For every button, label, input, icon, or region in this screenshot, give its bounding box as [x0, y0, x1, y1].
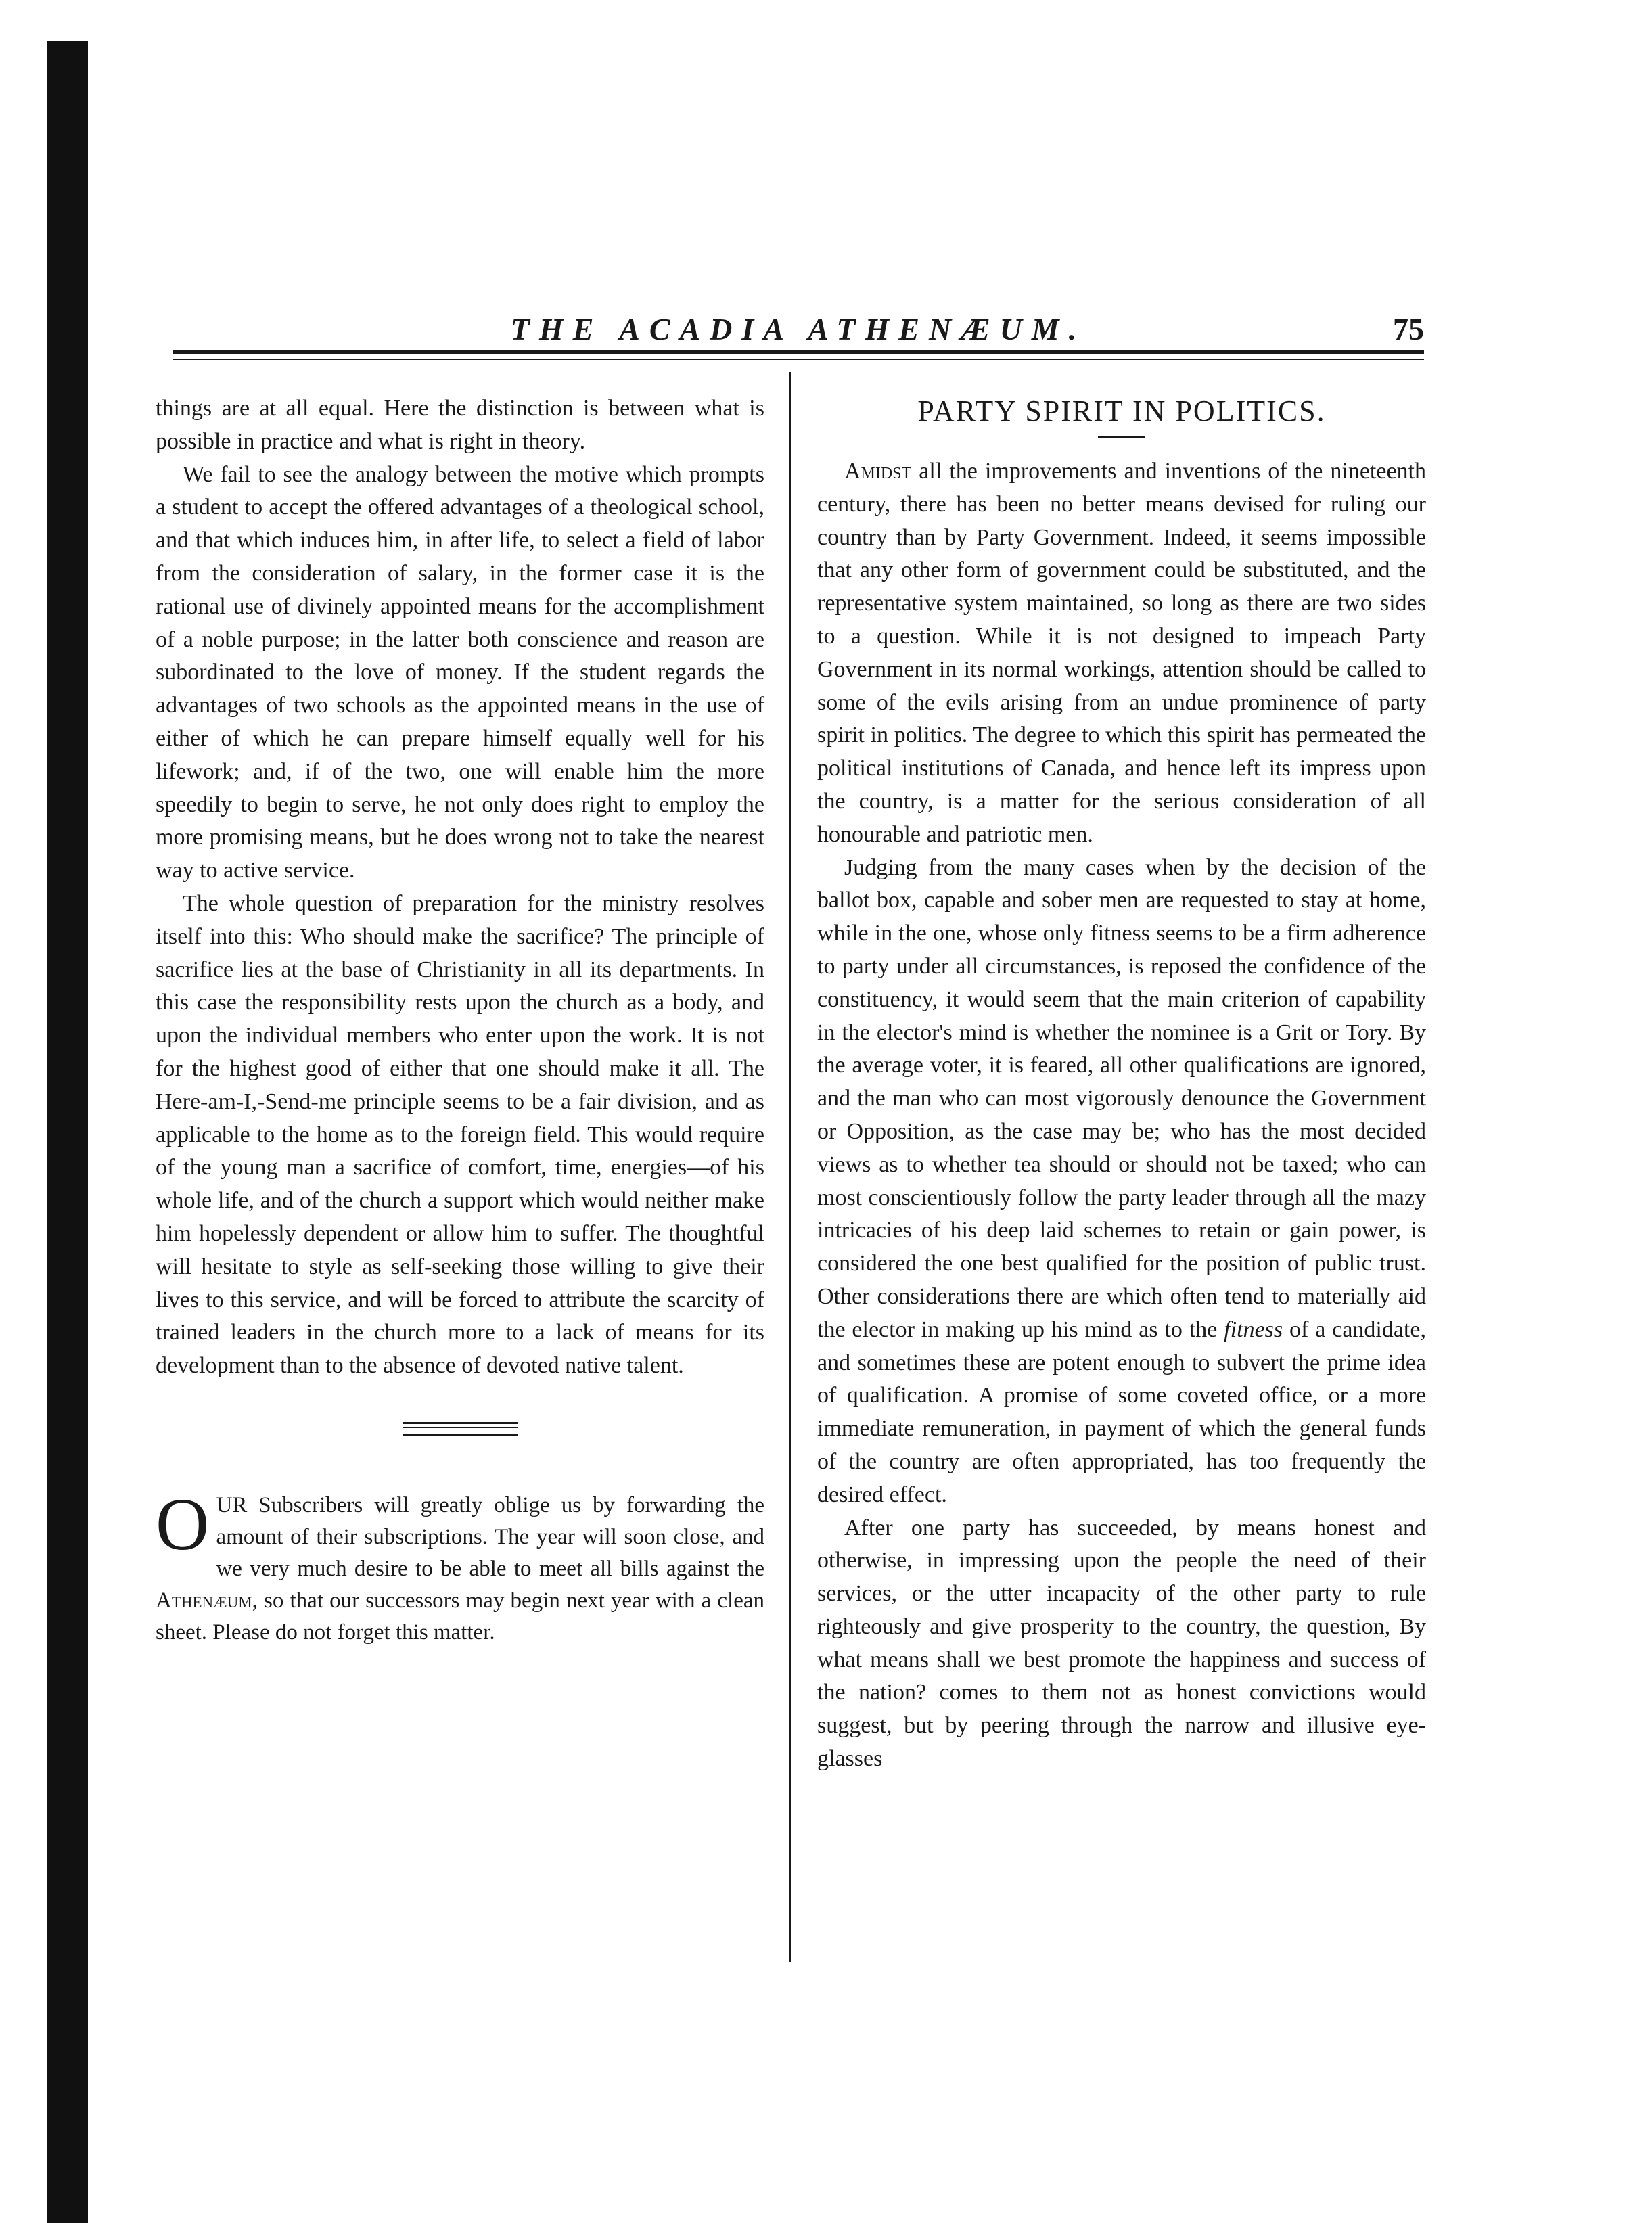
column-divider	[789, 372, 791, 1962]
right-paragraph-2-start: Judging from the many cases when by the decision of the ballot box, capable and sober men are requested to stay at home, while in the one, whose only fitness seems to be a firm adherence to party under all circumstances, is reposed the confidence of the constituency, it would seem that the main criterion of capability in the elector's mind is whether the nominee is a Grit or Tory. By the average voter, it is feared, all other qualifications are ignored, and the man who can most vigorously denounce the Government or Opposition, as the case may be; who has the most decided views as to whether tea should or should not be taxed; who can most conscientiously follow the party leader through all the mazy intricacies of his deep laid schemes to retain or gain power, is considered the one best qualified for the position of public trust. Other considerations there are which often tend to materially aid the elector in making up his mind as to the	[817, 854, 1426, 1342]
scan-binding-edge	[47, 41, 88, 2223]
journal-title: THE ACADIA ATHENÆUM.	[510, 312, 1086, 346]
left-column	[156, 392, 764, 1649]
title-rule	[1098, 436, 1145, 438]
right-column	[817, 392, 1426, 1776]
right-paragraph-3: After one party has succeeded, by means honest and otherwise, in impressing upon the people the need of their services, or the utter incapacity of the other party to rule righteously and give prosperity to the country, the question, By what means shall we best promote the happiness and success of the nation? comes to them not as honest convictions would suggest, but by peering through the narrow and illusive eye-glasses	[817, 1515, 1426, 1772]
notice-dropcap: O	[156, 1482, 210, 1565]
notice-journal-name: Athenæum	[156, 1588, 252, 1613]
notice-text-start: UR Subscribers will greatly oblige us by forwarding the amount of their subscriptions. The year will soon close, and we very much desire to be able to meet all bills against the	[216, 1492, 764, 1581]
left-paragraph-2: We fail to see the analogy between the motive which prompts a student to accept the offered advantages of a theological school, and that which induces him, in after life, to select a field of labor from the consideration of salary, in the former case it is the rational use of divinely appointed means for the accomplishment of a noble purpose; in the latter both conscience and reason are subordinated to the love of money. If the student regards the advantages of two schools as the appointed means in the use of either of which he can prepare himself equally well for his lifework; and, if of the two, one will enable him the more speedily to begin to serve, he not only does right to employ the more promising means, but he does wrong not to take the nearest way to active service.	[156, 461, 764, 884]
notice-text-end: , so that our successors may begin next year with a clean sheet. Please do not forget this matter.	[156, 1588, 764, 1645]
article-title: PARTY SPIRIT IN POLITICS.	[917, 394, 1326, 428]
right-paragraph-2	[817, 852, 1426, 1512]
header-rule-thin	[173, 359, 1424, 360]
left-paragraph-3: The whole question of preparation for the ministry resolves itself into this: Who should make the sacrifice? The principle of sacrifice lies at the base of Christianity in all its departments. In this case the responsibility rests upon the church as a body, and upon the individual members who enter upon the work. It is not for the highest good of either that one should make it all. The Here-am-I,-Send-me principle seems to be a fair division, and as applicable to the home as to the foreign field. This would require of the young man a sacrifice of comfort, time, energies—of his whole life, and of the church a support which would neither make him hopelessly dependent or allow him to suffer. The thoughtful will hesitate to style as self-seeking those willing to give their lives to this service, and will be forced to attribute the scarcity of trained leaders in the church more to a lack of means for its development than to the absence of devoted native talent.	[156, 890, 764, 1379]
paragraph-lead-word: Amidst	[844, 459, 912, 484]
page-number: 75	[1393, 312, 1424, 346]
right-paragraph-1	[817, 455, 1426, 852]
header-rule-thick	[173, 350, 1424, 354]
subscribers-notice	[156, 1482, 764, 1649]
right-paragraph-1-text: all the improvements and inventions of the nineteenth century, there has been no better means devised for ruling our country than by Party Government. Indeed, it seems impossible that any other form of government could be substituted, and the representative system maintained, so long as there are two sides to a question. While it is not designed to impeach Party Government in its normal workings, attention should be called to some of the evils arising from an undue prominence of party spirit in politics. The degree to which this spirit has permeated the political institutions of Canada, and hence left its impress upon the country, is a matter for the serious consideration of all honourable and patriotic men.	[817, 459, 1426, 847]
section-divider-ornament	[403, 1422, 518, 1436]
emphasis-fitness: fitness	[1224, 1316, 1283, 1342]
left-paragraph-1: things are at all equal. Here the distinction is between what is possible in practice and what is right in theory.	[156, 396, 764, 454]
right-paragraph-2-end: of a candidate, and sometimes these are potent enough to subvert the prime idea of qualification. A promise of some coveted office, or a more immediate remuneration, in payment of which the general funds of the country are often appropriated, has too frequently the desired effect.	[817, 1316, 1426, 1507]
